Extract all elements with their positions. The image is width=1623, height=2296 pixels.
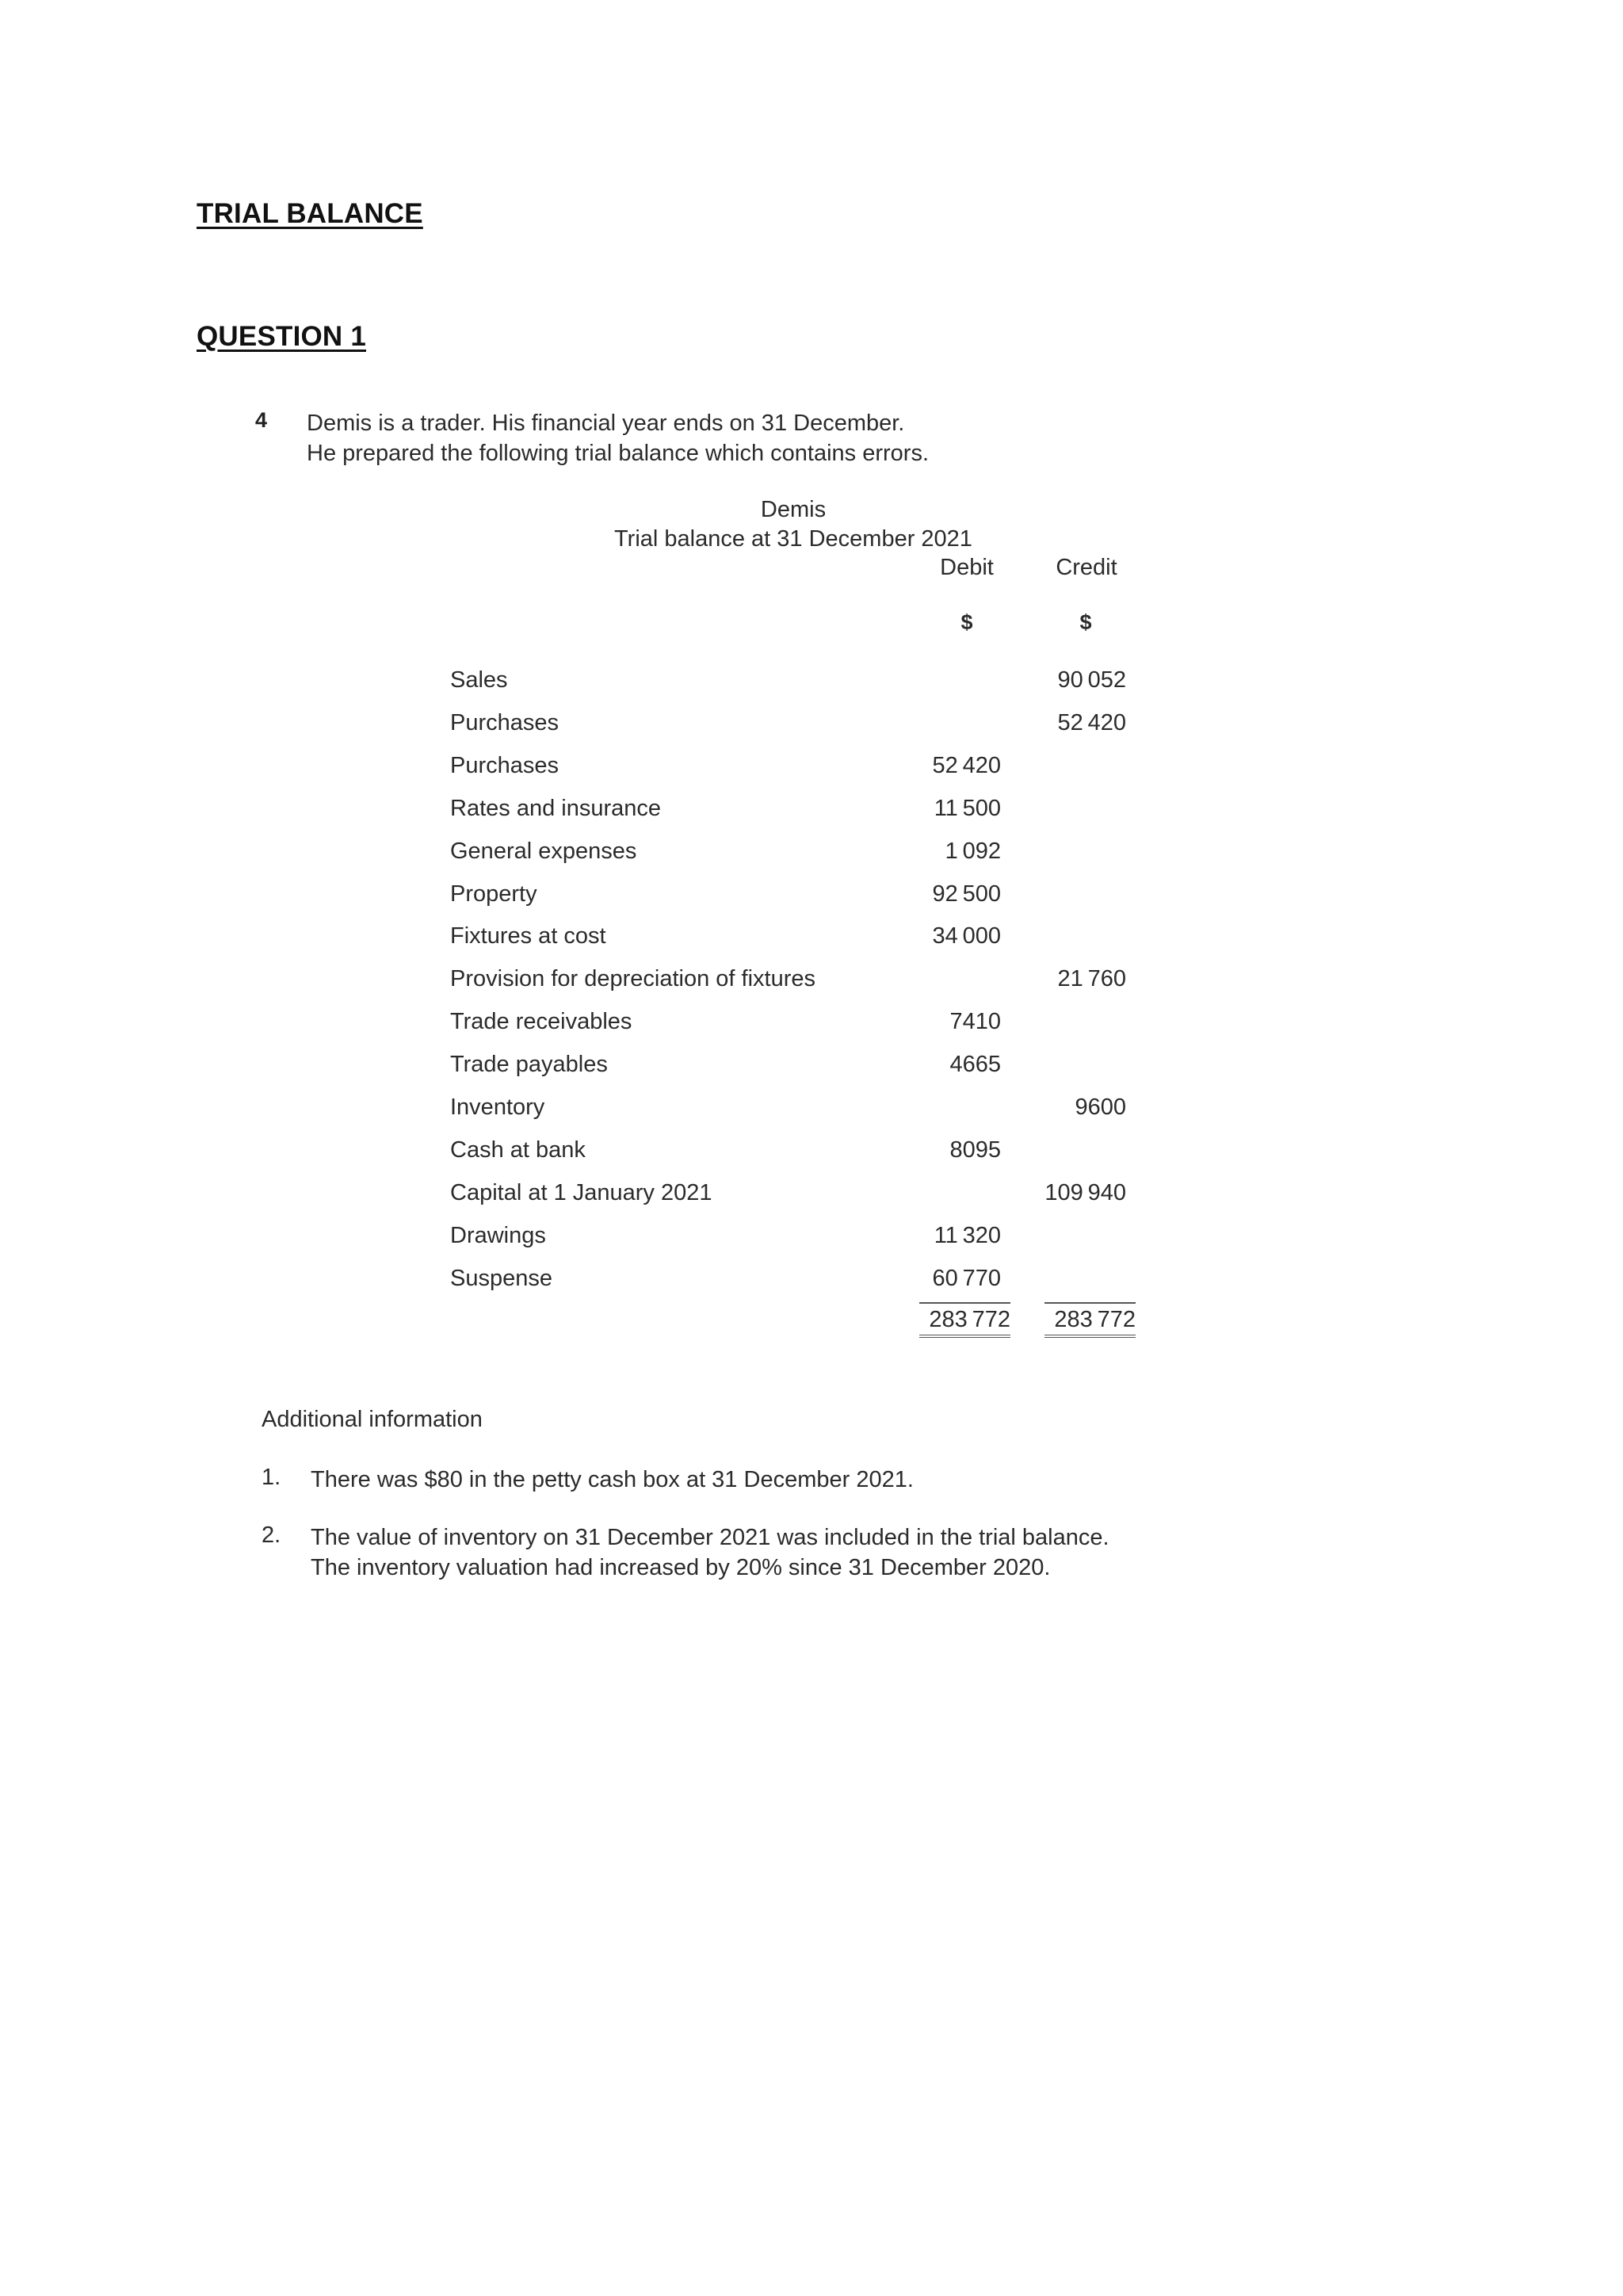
table-row (450, 667, 1132, 699)
info-item-1-number: 1. (262, 1465, 281, 1490)
table-row (450, 1137, 1132, 1169)
credit-value: 21 760 (1057, 966, 1126, 991)
trial-balance-subtitle: Trial balance at 31 December 2021 (614, 526, 972, 552)
account-label: Capital at 1 January 2021 (450, 1180, 712, 1205)
info-item-1-line-1: There was $80 in the petty cash box at 31 December 2021. (311, 1467, 914, 1492)
table-row (450, 923, 1132, 955)
info-item-2-line-2: The inventory valuation had increased by 20% since 31 December 2020. (311, 1555, 1051, 1580)
debit-column-header: Debit (940, 555, 994, 580)
table-row (450, 1180, 1132, 1212)
debit-value: 4665 (949, 1052, 1001, 1077)
credit-value: 109 940 (1044, 1180, 1126, 1205)
debit-value: 60 770 (932, 1266, 1001, 1291)
debit-value: 34 000 (932, 923, 1001, 949)
total-credit-value: 283 772 (1044, 1307, 1136, 1338)
page-heading: TRIAL BALANCE (197, 198, 423, 229)
account-label: General expenses (450, 839, 637, 864)
total-debit-value: 283 772 (919, 1307, 1010, 1338)
debit-value: 1 092 (945, 839, 1001, 864)
question-number: 4 (255, 408, 268, 432)
debit-value: 11 500 (934, 796, 1001, 821)
table-row (450, 1095, 1132, 1126)
credit-value: 9600 (1075, 1095, 1126, 1120)
trial-balance-name: Demis (760, 497, 827, 522)
table-row (450, 753, 1132, 785)
info-item-2-number: 2. (262, 1522, 281, 1548)
table-row (450, 796, 1132, 827)
table-row (450, 710, 1132, 742)
credit-value: 90 052 (1057, 667, 1126, 693)
credit-value: 52 420 (1057, 710, 1126, 735)
debit-value: 92 500 (932, 881, 1001, 907)
intro-line-1: Demis is a trader. His financial year ends on 31 December. (307, 411, 905, 436)
account-label: Drawings (450, 1223, 546, 1248)
account-label: Provision for depreciation of fixtures (450, 966, 815, 991)
account-label: Purchases (450, 753, 559, 778)
total-debit (919, 1302, 1010, 1338)
account-label: Inventory (450, 1095, 545, 1120)
info-item-2-text (311, 1522, 1109, 1583)
question-heading: QUESTION 1 (197, 321, 366, 352)
table-row (450, 1223, 1132, 1255)
debit-currency: $ (960, 610, 973, 634)
table-row (450, 881, 1132, 913)
intro-line-2: He prepared the following trial balance which contains errors. (307, 441, 930, 466)
info-item-2-line-1: The value of inventory on 31 December 2021 was included in the trial balance. (311, 1525, 1109, 1550)
table-row (450, 966, 1132, 998)
account-label: Trade receivables (450, 1009, 632, 1034)
account-label: Rates and insurance (450, 796, 661, 821)
additional-information-title: Additional information (262, 1407, 483, 1432)
account-label: Sales (450, 667, 508, 693)
question-intro (307, 408, 929, 468)
credit-currency: $ (1079, 610, 1092, 634)
account-label: Suspense (450, 1266, 552, 1291)
debit-value: 7410 (949, 1009, 1001, 1034)
account-label: Trade payables (450, 1052, 608, 1077)
table-row (450, 839, 1132, 870)
table-row (450, 1009, 1132, 1041)
debit-value: 11 320 (934, 1223, 1001, 1248)
credit-column-header: Credit (1056, 555, 1117, 580)
table-row (450, 1052, 1132, 1083)
account-label: Purchases (450, 710, 559, 735)
account-label: Fixtures at cost (450, 923, 606, 949)
table-row (450, 1266, 1132, 1297)
info-item-1-text (311, 1465, 914, 1495)
debit-value: 52 420 (932, 753, 1001, 778)
account-label: Property (450, 881, 537, 907)
debit-value: 8095 (949, 1137, 1001, 1163)
account-label: Cash at bank (450, 1137, 586, 1163)
total-credit (1044, 1302, 1136, 1338)
